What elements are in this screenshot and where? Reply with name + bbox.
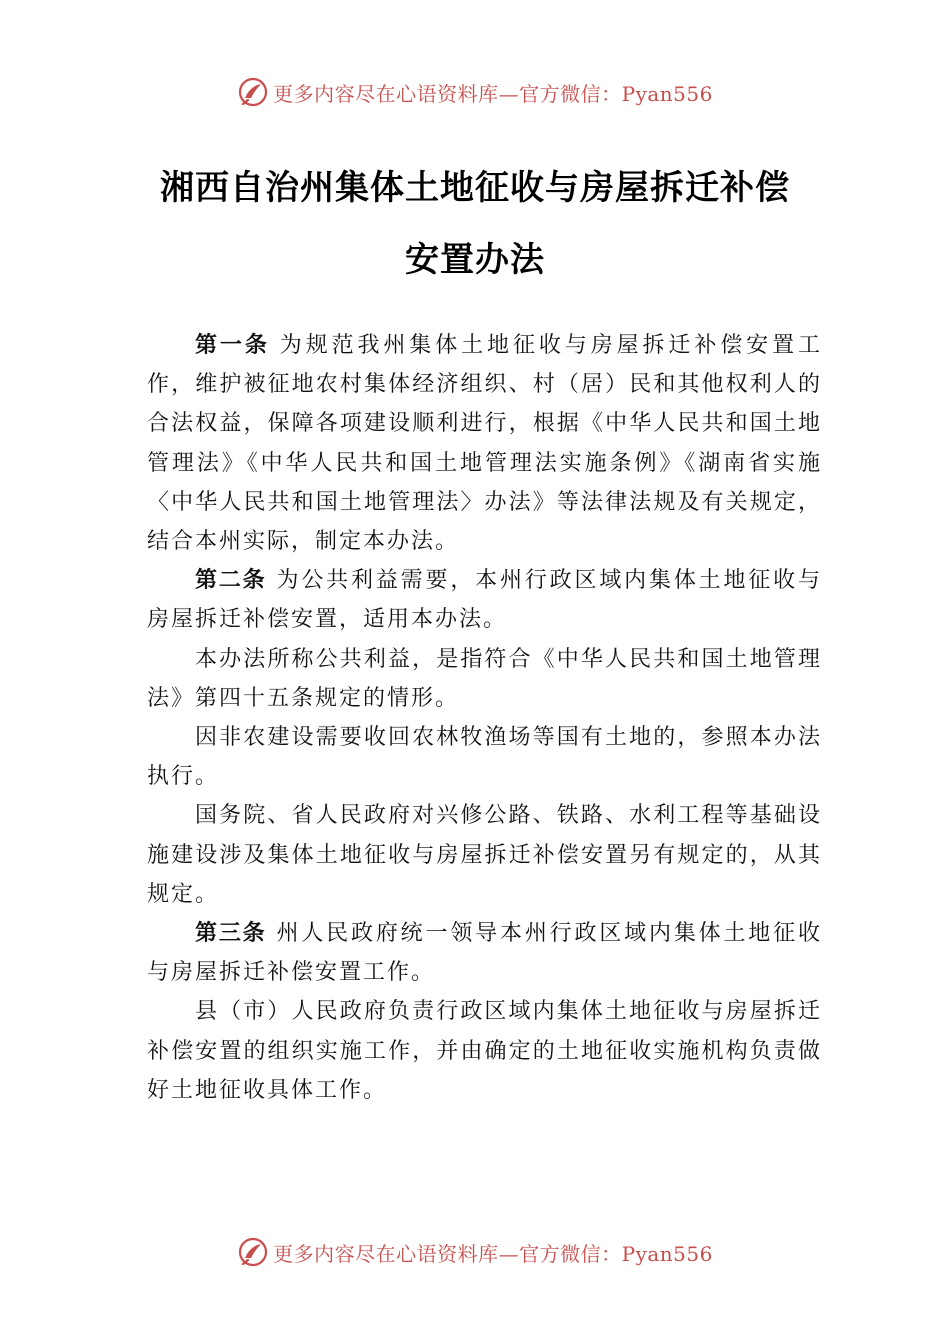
paragraph-text: 县（市）人民政府负责行政区域内集体土地征收与房屋拆迁补偿安置的组织实施工作，并由确定的土地征收实施机构负责做好土地征收具体工作。: [147, 999, 822, 1103]
footer-watermark: [0, 1232, 950, 1272]
brush-logo-icon: [237, 1236, 269, 1268]
article-label: 第二条: [195, 568, 267, 594]
document-body: [147, 326, 822, 1110]
brush-logo-icon: [237, 76, 269, 108]
paragraph: [147, 640, 822, 718]
watermark-text: 更多内容尽在心语资料库—官方微信：Pyan556: [273, 1241, 713, 1266]
document-title-line-1: 湘西自治州集体土地征收与房屋拆迁补偿: [160, 168, 790, 208]
paragraph: [147, 992, 822, 1110]
document-title-line-2: 安置办法: [405, 240, 545, 280]
article-label: 第一条: [195, 333, 270, 358]
paragraph-text: 州人民政府统一领导本州行政区域内集体土地征收与房屋拆迁补偿安置工作。: [147, 921, 822, 986]
paragraph: [147, 796, 822, 914]
paragraph-text: 为规范我州集体土地征收与房屋拆迁补偿安置工作，维护被征地农村集体经济组织、村（居）民和其他权利人的合法权益，保障各项建设顺利进行，根据《中华人民共和国土地管理法》《中华人民共和国土地管理法实施条例》《湖南省实施〈中华人民共和国土地管理法〉办法》等法律法规及有关规定，结合本州实际，制定本办法。: [147, 333, 822, 555]
paragraph: [147, 914, 822, 992]
paragraph-text: 国务院、省人民政府对兴修公路、铁路、水利工程等基础设施建设涉及集体土地征收与房屋拆迁补偿安置另有规定的，从其规定。: [147, 803, 822, 907]
paragraph: [147, 326, 822, 561]
article-label: 第三条: [195, 921, 267, 947]
watermark-text: 更多内容尽在心语资料库—官方微信：Pyan556: [273, 81, 713, 106]
paragraph: [147, 561, 822, 639]
header-watermark: [0, 72, 950, 112]
paragraph: [147, 718, 822, 796]
paragraph-text: 为公共利益需要，本州行政区域内集体土地征收与房屋拆迁补偿安置，适用本办法。: [147, 568, 822, 633]
paragraph-text: 因非农建设需要收回农林牧渔场等国有土地的，参照本办法执行。: [147, 725, 822, 790]
paragraph-text: 本办法所称公共利益，是指符合《中华人民共和国土地管理法》第四十五条规定的情形。: [147, 646, 822, 711]
